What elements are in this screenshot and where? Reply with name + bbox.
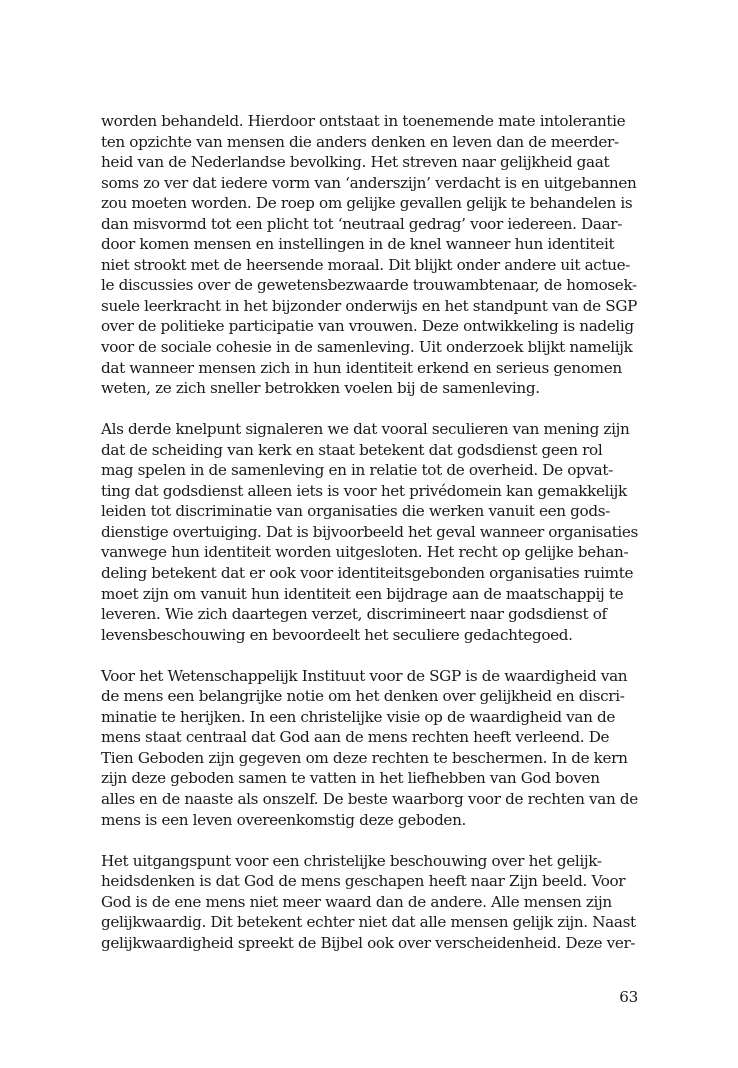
- text-line: mens is een leven overeenkomstig deze geboden.: [101, 810, 466, 829]
- text-line: Het uitgangspunt voor een christelijke beschouwing over het gelijk-: [101, 851, 602, 870]
- text-line: niet strookt met de heersende moraal. Dit blijkt onder andere uit actue-: [101, 255, 631, 274]
- text-line: soms zo ver dat iedere vorm van ‘anderszijn’ verdacht is en uitgebannen: [101, 173, 637, 192]
- text-line: gelijkwaardig. Dit betekent echter niet dat alle mensen gelijk zijn. Naast: [101, 913, 636, 932]
- text-line: moet zijn om vanuit hun identiteit een bijdrage aan de maatschappij te: [101, 584, 624, 603]
- text-line: alles en de naaste als onszelf. De beste waarborg voor de rechten van de: [101, 789, 638, 808]
- body-text: [101, 111, 641, 974]
- text-line: dat wanneer mensen zich in hun identiteit erkend en serieus genomen: [101, 358, 622, 377]
- text-line: Voor het Wetenschappelijk Instituut voor de SGP is de waardigheid van: [101, 666, 628, 685]
- text-line: le discussies over de gewetensbezwaarde trouwambtenaar, de homosek-: [101, 276, 637, 295]
- text-line: voor de sociale cohesie in de samenleving. Uit onderzoek blijkt namelijk: [101, 338, 633, 357]
- text-line: door komen mensen en instellingen in de knel wanneer hun identiteit: [101, 235, 615, 254]
- text-line: suele leerkracht in het bijzonder onderwijs en het standpunt van de SGP: [101, 296, 637, 315]
- text-line: zijn deze geboden samen te vatten in het liefhebben van God boven: [101, 769, 600, 788]
- text-line: God is de ene mens niet meer waard dan de andere. Alle mensen zijn: [101, 892, 612, 911]
- text-line: ting dat godsdienst alleen iets is voor het privédomein kan gemakkelijk: [101, 481, 627, 500]
- text-line: dienstige overtuiging. Dat is bijvoorbeeld het geval wanneer organisaties: [101, 522, 638, 541]
- text-line: zou moeten worden. De roep om gelijke gevallen gelijk te behandelen is: [101, 194, 633, 213]
- text-line: mag spelen in de samenleving en in relatie tot de overheid. De opvat-: [101, 461, 613, 480]
- text-line: levensbeschouwing en bevoordeelt het seculiere gedachtegoed.: [101, 625, 573, 644]
- text-line: heidsdenken is dat God de mens geschapen heeft naar Zijn beeld. Voor: [101, 872, 626, 891]
- page-number: 63: [619, 988, 638, 1006]
- text-line: Als derde knelpunt signaleren we dat vooral seculieren van mening zijn: [101, 420, 630, 439]
- text-line: gelijkwaardigheid spreekt de Bijbel ook over verscheidenheid. Deze ver-: [101, 933, 636, 952]
- text-line: leveren. Wie zich daartegen verzet, discrimineert naar godsdienst of: [101, 605, 607, 624]
- text-line: mens staat centraal dat God aan de mens rechten heeft verleend. De: [101, 728, 610, 747]
- text-line: minatie te herijken. In een christelijke visie op de waardigheid van de: [101, 707, 616, 726]
- text-line: dat de scheiding van kerk en staat betekent dat godsdienst geen rol: [101, 440, 603, 459]
- text-line: Tien Geboden zijn gegeven om deze rechten te beschermen. In de kern: [101, 748, 628, 767]
- paragraph-2: [101, 419, 641, 645]
- text-line: worden behandeld. Hierdoor ontstaat in toenemende mate intolerantie: [101, 112, 626, 130]
- text-line: ten opzichte van mensen die anders denken en leven dan de meerder-: [101, 132, 619, 151]
- paragraph-1: [101, 111, 641, 399]
- paragraph-3: [101, 666, 641, 830]
- text-line: over de politieke participatie van vrouwen. Deze ontwikkeling is nadelig: [101, 317, 634, 336]
- paragraph-4: [101, 851, 641, 954]
- text-line: weten, ze zich sneller betrokken voelen bij de samenleving.: [101, 379, 540, 398]
- text-line: dan misvormd tot een plicht tot ‘neutraal gedrag’ voor iedereen. Daar-: [101, 214, 622, 233]
- text-line: leiden tot discriminatie van organisaties die werken vanuit een gods-: [101, 502, 610, 521]
- text-line: deling betekent dat er ook voor identiteitsgebonden organisaties ruimte: [101, 563, 634, 582]
- text-line: vanwege hun identiteit worden uitgesloten. Het recht op gelijke behan-: [101, 543, 629, 562]
- text-line: de mens een belangrijke notie om het denken over gelijkheid en discri-: [101, 687, 625, 706]
- text-line: heid van de Nederlandse bevolking. Het streven naar gelijkheid gaat: [101, 153, 610, 172]
